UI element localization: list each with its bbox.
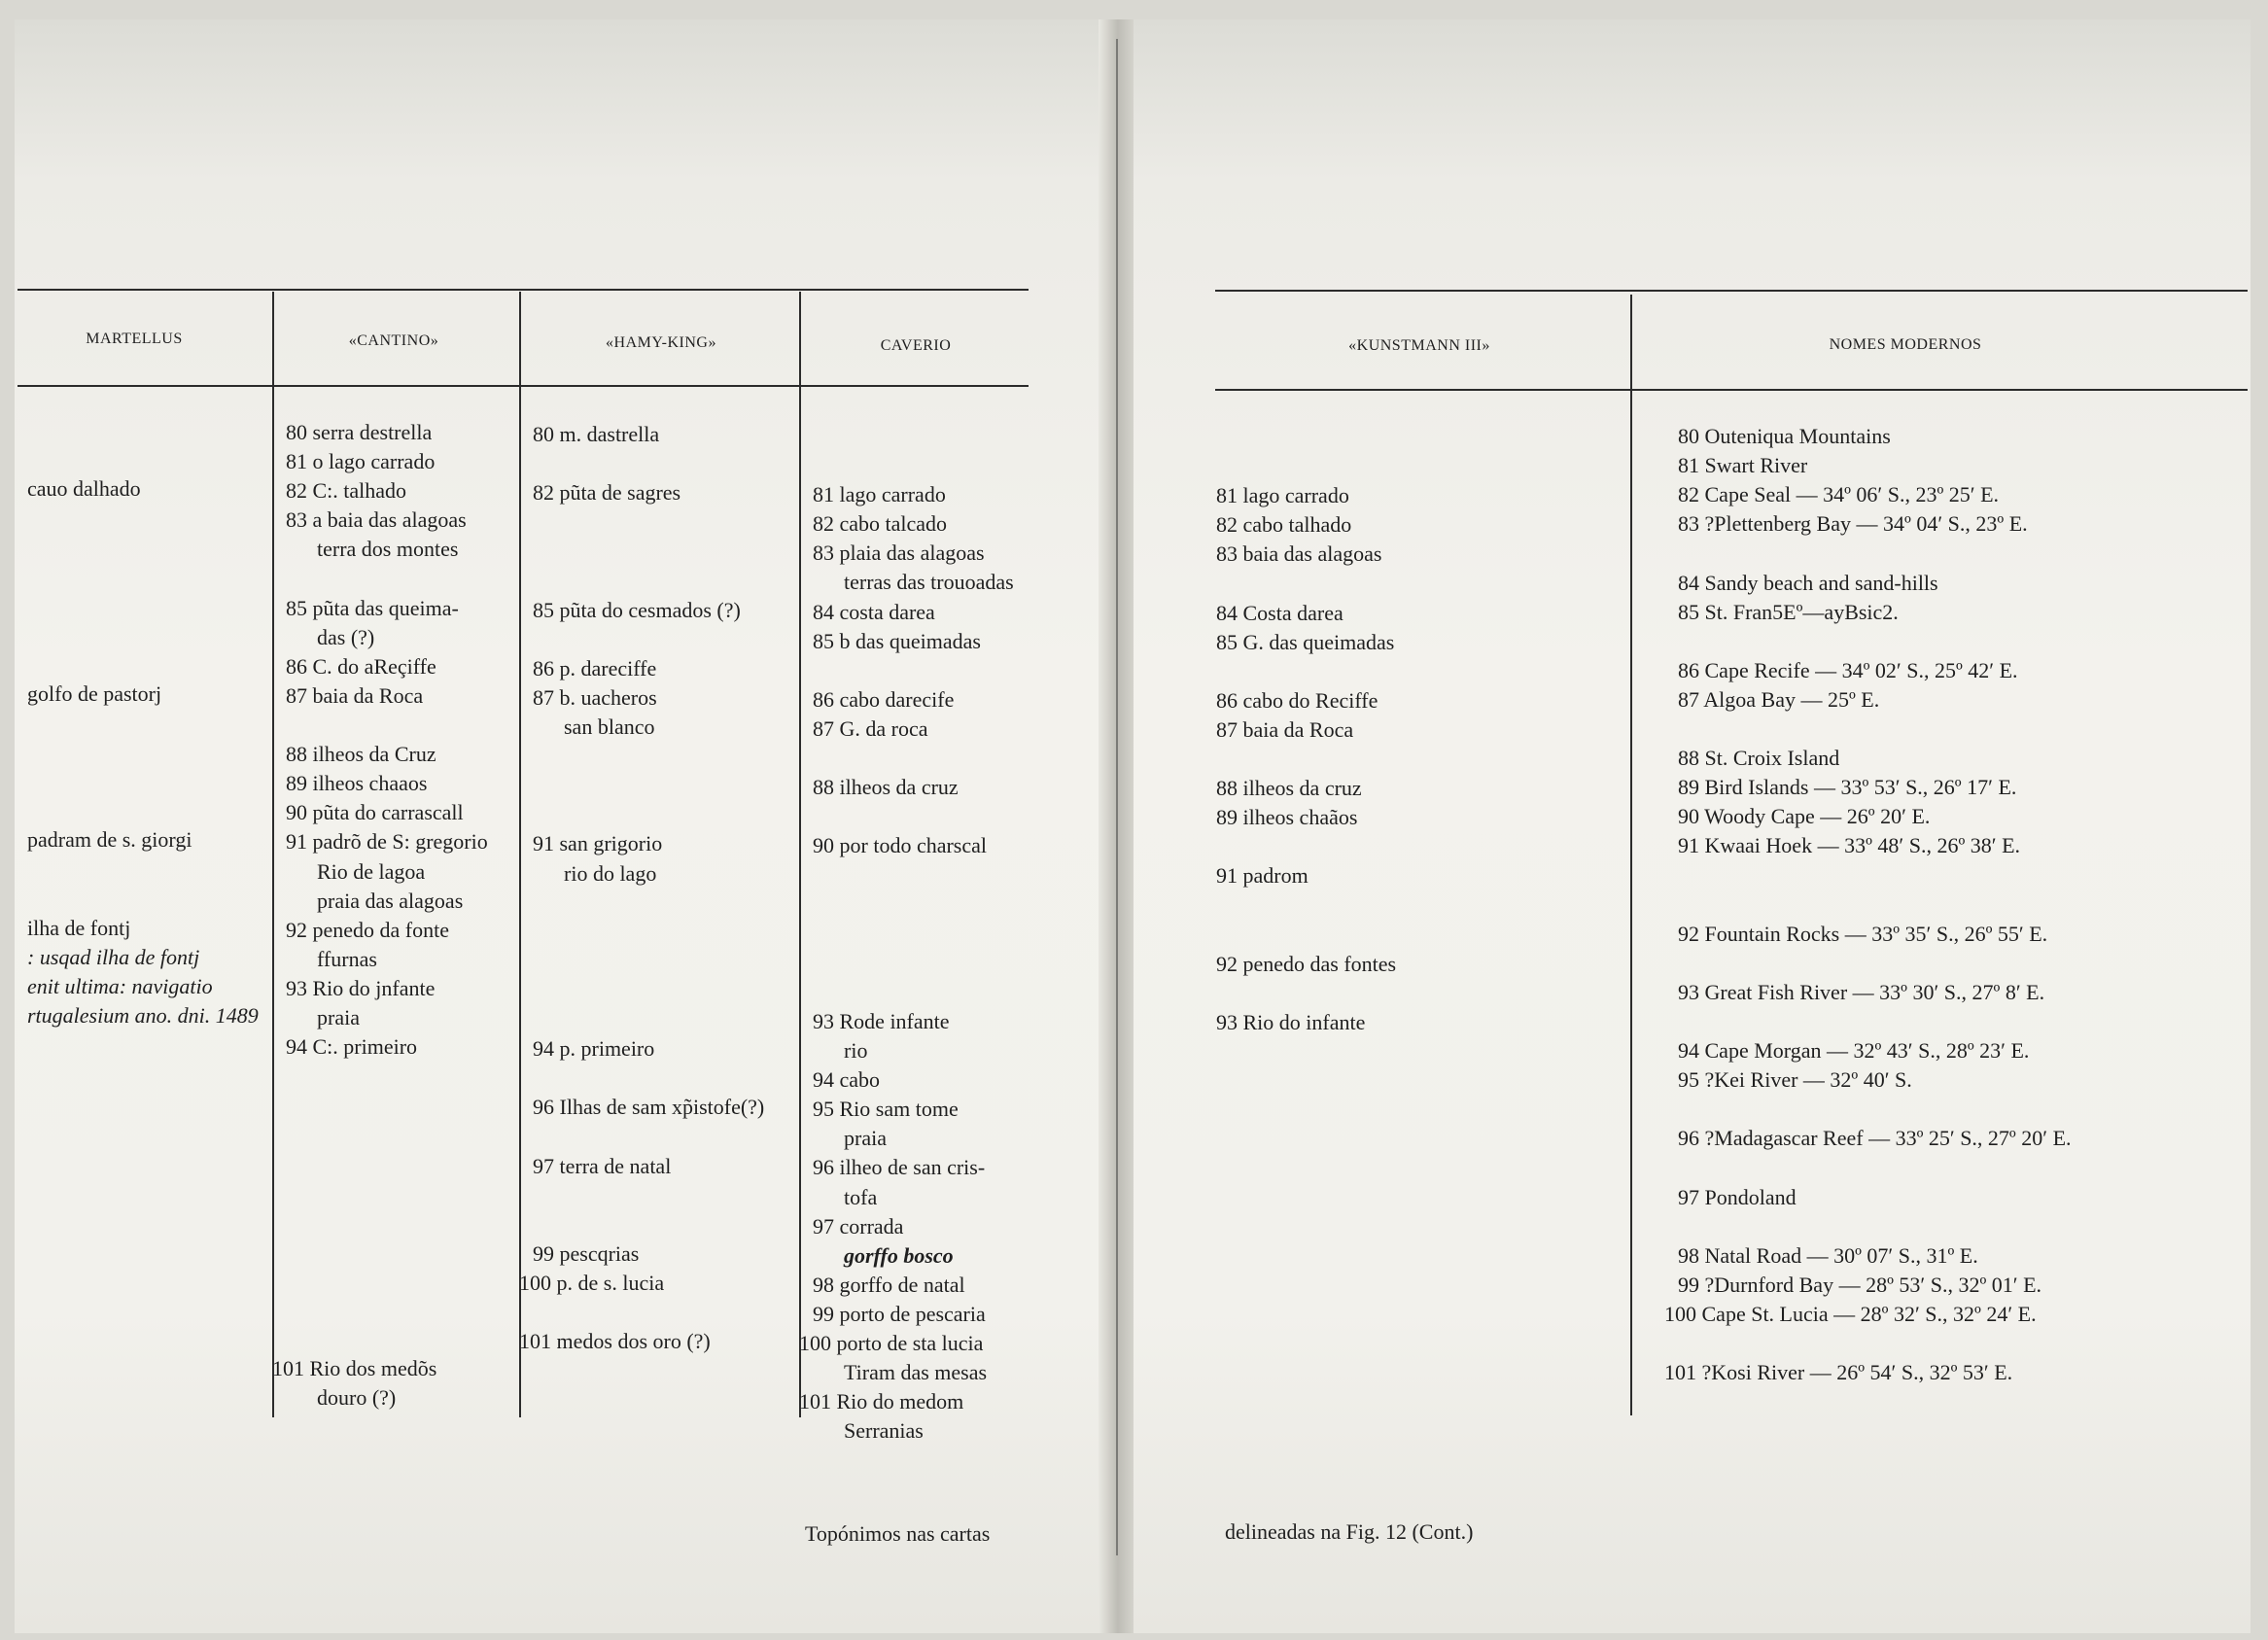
nomes-modernos-entry: 96 ?Madagascar Reef — 33º 25′ S., 27º 20′ E. <box>1678 1126 2072 1151</box>
caverio-entry: 99 porto de pescaria <box>813 1301 986 1326</box>
header-caverio: CAVERIO <box>880 337 952 354</box>
hamy-king-entry: 91 san grigorio <box>533 831 663 856</box>
kunstmann-entry: 85 G. das queimadas <box>1216 629 1395 654</box>
caverio-entry: terras das trouoadas <box>844 570 1014 595</box>
caverio-entry: 82 cabo talcado <box>813 511 948 537</box>
nomes-modernos-entry: 90 Woody Cape — 26º 20′ E. <box>1678 804 1931 829</box>
kunstmann-entry: 89 ilheos chaãos <box>1216 805 1358 830</box>
cantino-entry: 90 pũta do carrascall <box>286 800 464 825</box>
cantino-entry: praia <box>317 1005 360 1029</box>
nomes-modernos-entry: 80 Outeniqua Mountains <box>1678 424 1891 448</box>
left-col-divider-1 <box>272 292 274 1417</box>
caverio-entry: 95 Rio sam tome <box>813 1097 959 1122</box>
caption-right: delineadas na Fig. 12 (Cont.) <box>1225 1519 1474 1544</box>
kunstmann-entry: 82 cabo talhado <box>1216 512 1352 538</box>
nomes-modernos-entry: 101 ?Kosi River — 26º 54′ S., 32º 53′ E. <box>1664 1360 2013 1385</box>
right-table-top-rule <box>1215 290 2248 292</box>
nomes-modernos-entry: 100 Cape St. Lucia — 28º 32′ S., 32º 24′ E. <box>1664 1302 2037 1326</box>
caverio-entry: praia <box>844 1126 887 1151</box>
hamy-king-entry: san blanco <box>564 715 655 739</box>
hamy-king-entry: rio do lago <box>564 860 657 886</box>
cantino-entry: terra dos montes <box>317 537 459 562</box>
kunstmann-entry: 93 Rio do infante <box>1216 1009 1366 1034</box>
caverio-entry: 93 Rode infante <box>813 1008 950 1033</box>
nomes-modernos-entry: 95 ?Kei River — 32º 40′ S. <box>1678 1067 1912 1093</box>
cantino-entry: Rio de lagoa <box>317 858 426 884</box>
nomes-modernos-entry: 91 Kwaai Hoek — 33º 48′ S., 26º 38′ E. <box>1678 833 2021 858</box>
cantino-entry: ffurnas <box>317 946 377 971</box>
caverio-entry: 101 Rio do medom <box>799 1389 964 1414</box>
hamy-king-entry: 100 p. de s. lucia <box>519 1270 665 1295</box>
caverio-entry: 83 plaia das alagoas <box>813 541 985 566</box>
cantino-entry: 94 C:. primeiro <box>286 1034 418 1060</box>
kunstmann-entry: 91 padrom <box>1216 863 1308 889</box>
caverio-entry: 98 gorffo de natal <box>813 1272 965 1297</box>
cantino-entry: 91 padrõ de S: gregorio <box>286 829 488 855</box>
nomes-modernos-entry: 97 Pondoland <box>1678 1184 1797 1209</box>
nomes-modernos-entry: 84 Sandy beach and sand-hills <box>1678 570 1938 595</box>
hamy-king-entry: 85 pũta do cesmados (?) <box>533 597 741 622</box>
cantino-entry: das (?) <box>317 624 375 649</box>
hamy-king-entry: 97 terra de natal <box>533 1153 672 1178</box>
martellus-entry: rtugalesium ano. dni. 1489 <box>27 1003 259 1028</box>
caverio-entry: tofa <box>844 1184 878 1209</box>
nomes-modernos-entry: 86 Cape Recife — 34º 02′ S., 25º 42′ E. <box>1678 657 2018 682</box>
caverio-entry: 97 corrada <box>813 1213 904 1239</box>
kunstmann-entry: 92 penedo das fontes <box>1216 951 1397 976</box>
nomes-modernos-entry: 99 ?Durnford Bay — 28º 53′ S., 32º 01′ E. <box>1678 1272 2042 1297</box>
nomes-modernos-entry: 82 Cape Seal — 34º 06′ S., 23º 25′ E. <box>1678 482 2000 507</box>
caverio-entry: Tiram das mesas <box>844 1360 988 1385</box>
gutter-fold-line <box>1116 39 1118 1555</box>
cantino-entry: 89 ilheos chaaos <box>286 771 428 796</box>
nomes-modernos-entry: 87 Algoa Bay — 25º E. <box>1678 686 1880 712</box>
cantino-entry: 85 pũta das queima- <box>286 595 459 620</box>
nomes-modernos-entry: 94 Cape Morgan — 32º 43′ S., 28º 23′ E. <box>1678 1038 2030 1064</box>
left-col-divider-3 <box>799 292 801 1417</box>
caverio-entry: 88 ilheos da cruz <box>813 775 959 800</box>
kunstmann-entry: 87 baia da Roca <box>1216 716 1354 742</box>
nomes-modernos-entry: 92 Fountain Rocks — 33º 35′ S., 26º 55′ E. <box>1678 921 2048 946</box>
header-martellus: MARTELLUS <box>86 331 183 347</box>
nomes-modernos-entry: 81 Swart River <box>1678 453 1808 478</box>
hamy-king-entry: 99 pescqrias <box>533 1240 640 1266</box>
hamy-king-entry: 96 Ilhas de sam xp̃istofe(?) <box>533 1095 765 1120</box>
hamy-king-entry: 87 b. uacheros <box>533 684 657 710</box>
header-kunstmann: «KUNSTMANN III» <box>1348 337 1490 354</box>
martellus-entry: padram de s. giorgi <box>27 827 192 853</box>
cantino-entry: 101 Rio dos medõs <box>272 1356 437 1381</box>
caverio-entry: gorffo bosco <box>844 1242 954 1268</box>
header-cantino: «CANTINO» <box>348 332 439 349</box>
caverio-entry: 94 cabo <box>813 1067 881 1093</box>
left-col-divider-2 <box>519 292 521 1417</box>
caption-left: Topónimos nas cartas <box>805 1521 991 1546</box>
nomes-modernos-entry: 83 ?Plettenberg Bay — 34º 04′ S., 23º E. <box>1678 511 2028 537</box>
hamy-king-entry: 80 m. dastrella <box>533 422 660 446</box>
hamy-king-entry: 101 medos dos oro (?) <box>519 1329 711 1354</box>
cantino-entry: 92 penedo da fonte <box>286 917 449 942</box>
cantino-entry: praia das alagoas <box>317 888 464 913</box>
caverio-entry: rio <box>844 1038 868 1063</box>
cantino-entry: 83 a baia das alagoas <box>286 507 467 533</box>
header-nomes-modernos: NOMES MODERNOS <box>1829 336 1982 353</box>
kunstmann-entry: 84 Costa darea <box>1216 600 1343 625</box>
cantino-entry: 80 serra destrella <box>286 420 433 444</box>
nomes-modernos-entry: 85 St. Fran5Eº—ayBsic2. <box>1678 599 1899 624</box>
hamy-king-entry: 94 p. primeiro <box>533 1036 655 1062</box>
right-col-divider <box>1630 295 1632 1415</box>
cantino-entry: 88 ilheos da Cruz <box>286 742 436 767</box>
kunstmann-entry: 83 baia das alagoas <box>1216 541 1382 567</box>
nomes-modernos-entry: 89 Bird Islands — 33º 53′ S., 26º 17′ E. <box>1678 775 2017 800</box>
martellus-entry: : usqad ilha de fontj <box>27 944 200 969</box>
cantino-entry: 82 C:. talhado <box>286 478 407 504</box>
hamy-king-entry: 86 p. dareciffe <box>533 655 657 680</box>
caverio-entry: 100 porto de sta lucia <box>799 1331 984 1355</box>
kunstmann-entry: 88 ilheos da cruz <box>1216 776 1362 801</box>
martellus-entry: golfo de pastorj <box>27 680 162 706</box>
nomes-modernos-entry: 88 St. Croix Island <box>1678 746 1840 771</box>
cantino-entry: 81 o lago carrado <box>286 449 436 474</box>
cantino-entry: 87 baia da Roca <box>286 682 424 708</box>
caverio-entry: 81 lago carrado <box>813 482 946 507</box>
hamy-king-entry: 82 pũta de sagres <box>533 480 681 506</box>
caverio-entry: 84 costa darea <box>813 599 935 624</box>
martellus-entry: cauo dalhado <box>27 476 141 502</box>
right-table-header-rule <box>1215 389 2248 391</box>
nomes-modernos-entry: 98 Natal Road — 30º 07′ S., 31º E. <box>1678 1242 1978 1268</box>
caverio-entry: 90 por todo charscal <box>813 833 987 858</box>
left-table-header-rule <box>17 385 1029 387</box>
kunstmann-entry: 81 lago carrado <box>1216 483 1349 508</box>
header-hamy-king: «HAMY-KING» <box>606 334 716 351</box>
caverio-entry: 87 G. da roca <box>813 715 928 741</box>
kunstmann-entry: 86 cabo do Reciffe <box>1216 687 1378 713</box>
nomes-modernos-entry: 93 Great Fish River — 33º 30′ S., 27º 8′ E. <box>1678 979 2045 1004</box>
cantino-entry: douro (?) <box>317 1385 397 1411</box>
martellus-entry: ilha de fontj <box>27 915 131 940</box>
left-table-top-rule <box>17 289 1029 291</box>
caverio-entry: Serranias <box>844 1418 924 1444</box>
caverio-entry: 86 cabo darecife <box>813 686 955 712</box>
cantino-entry: 93 Rio do jnfante <box>286 975 436 1000</box>
caverio-entry: 85 b das queimadas <box>813 628 981 653</box>
martellus-entry: enit ultima: navigatio <box>27 973 213 998</box>
caverio-entry: 96 ilheo de san cris- <box>813 1155 986 1180</box>
cantino-entry: 86 C. do aReçiffe <box>286 653 436 679</box>
